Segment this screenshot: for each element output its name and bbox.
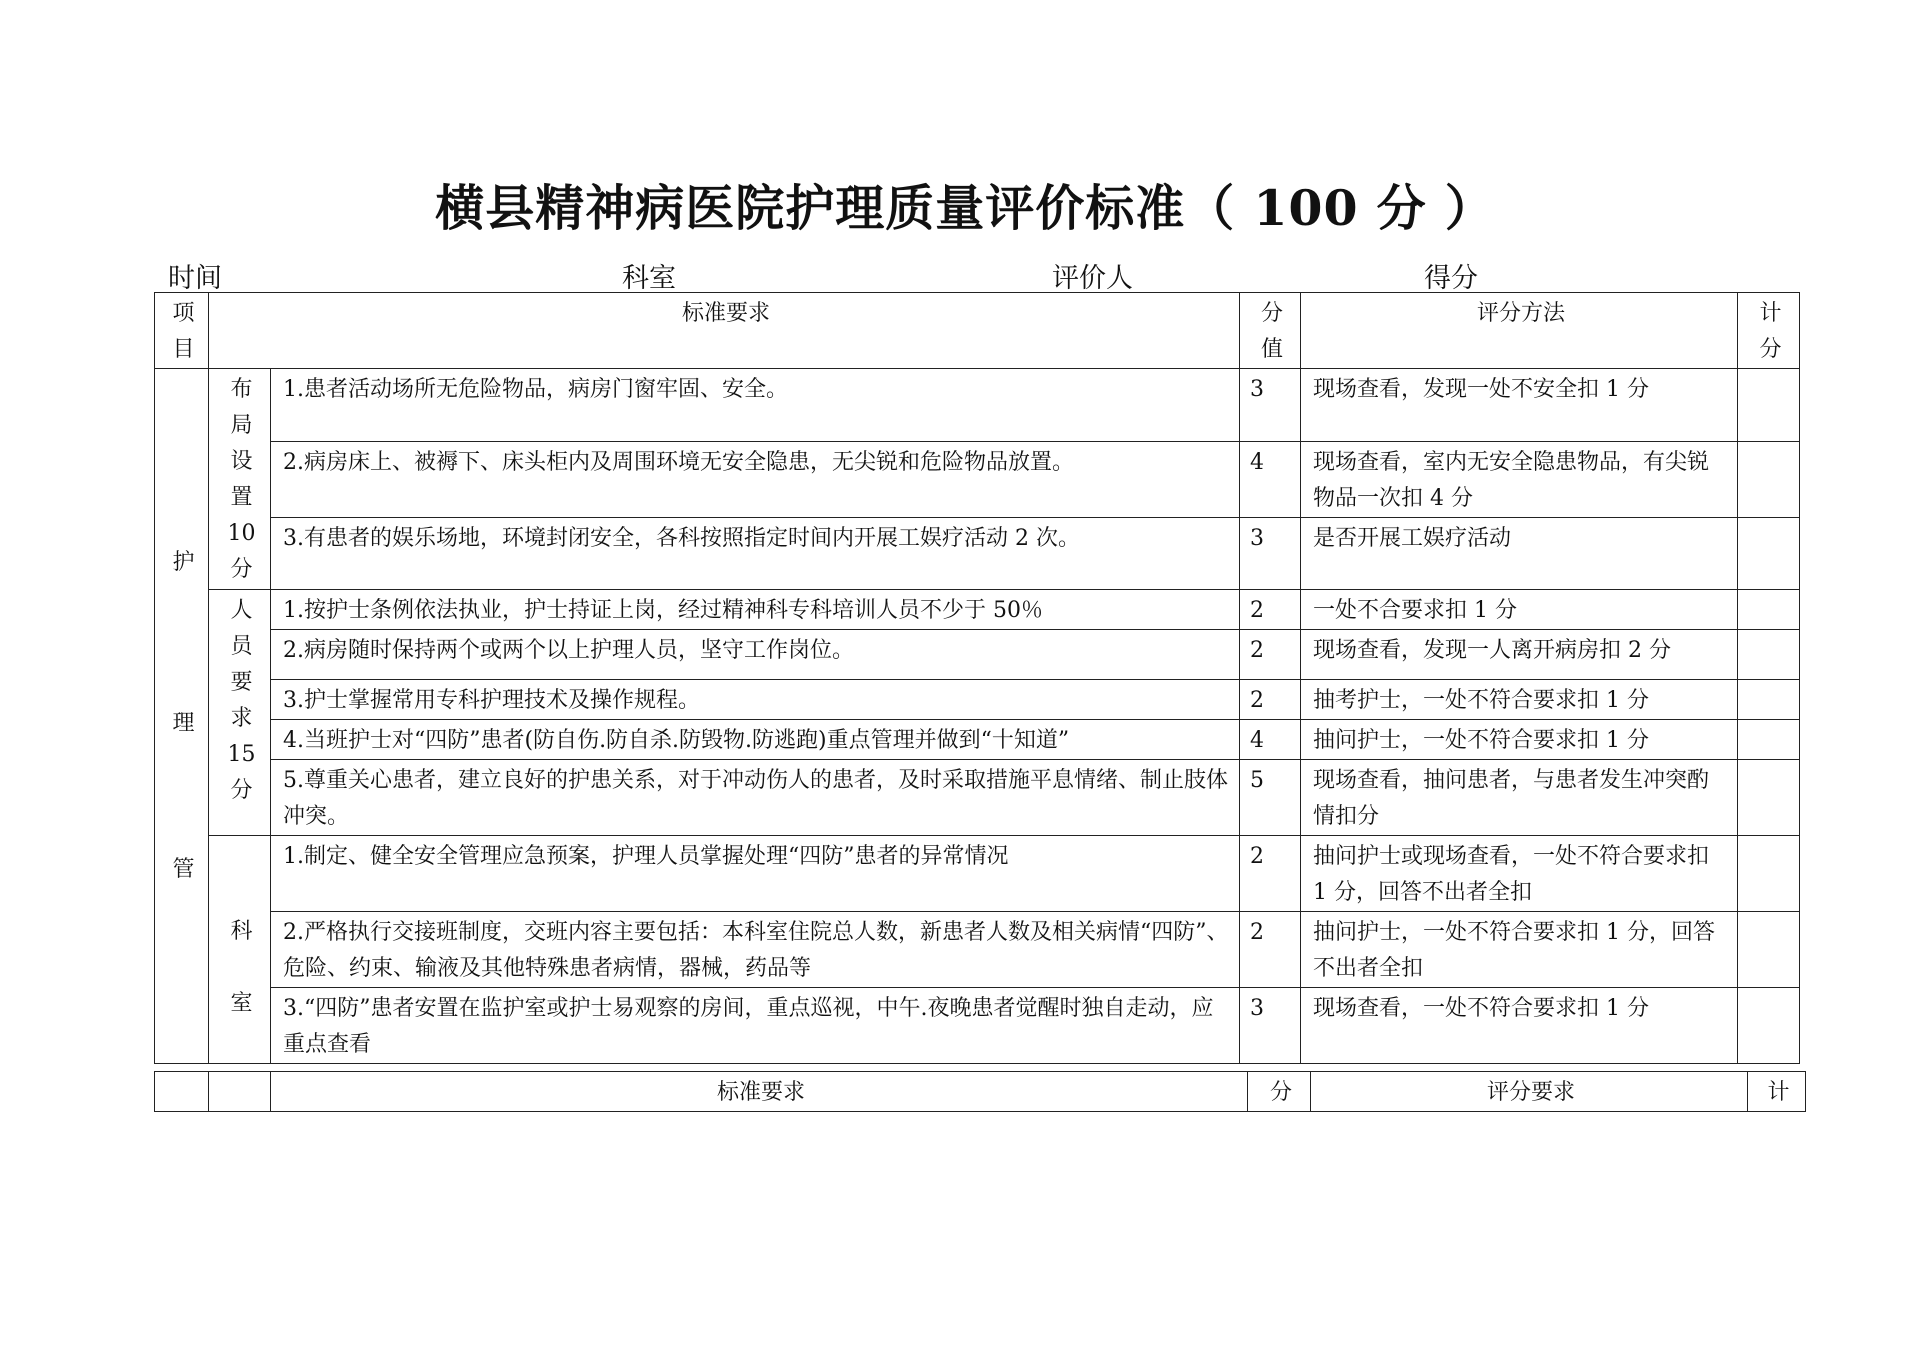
points-cell: 2 bbox=[1240, 836, 1301, 912]
points-cell: 5 bbox=[1240, 760, 1301, 836]
requirement-cell: 2.病房随时保持两个或两个以上护理人员，坚守工作岗位。 bbox=[271, 630, 1240, 680]
score-cell bbox=[1738, 630, 1800, 680]
group-name-cell: 科 室 bbox=[209, 836, 271, 1064]
method-cell: 抽问护士，一处不符合要求扣 1 分 bbox=[1301, 720, 1738, 760]
table-row bbox=[155, 590, 1800, 630]
requirement-cell: 1.患者活动场所无危险物品，病房门窗牢固、安全。 bbox=[271, 369, 1240, 442]
method-cell: 现场查看，发现一处不安全扣 1 分 bbox=[1301, 369, 1738, 442]
table-row bbox=[155, 680, 1800, 720]
method-cell: 现场查看，抽问患者，与患者发生冲突酌情扣分 bbox=[1301, 760, 1738, 836]
table-row bbox=[155, 760, 1800, 836]
header-points: 分 值 bbox=[1240, 293, 1301, 369]
score-cell bbox=[1738, 720, 1800, 760]
score-label: 得分 bbox=[1424, 263, 1478, 294]
method-cell: 抽考护士，一处不符合要求扣 1 分 bbox=[1301, 680, 1738, 720]
table-row bbox=[155, 720, 1800, 760]
header-item: 项 目 bbox=[155, 293, 209, 369]
continuation-standard: 标准要求 bbox=[271, 1072, 1248, 1112]
score-cell bbox=[1738, 518, 1800, 590]
group-name-cell: 人 员 要 求 15 分 bbox=[209, 590, 271, 836]
score-cell bbox=[1738, 369, 1800, 442]
requirement-cell: 5.尊重关心患者，建立良好的护患关系，对于冲动伤人的患者，及时采取措施平息情绪、制止肢体冲突。 bbox=[271, 760, 1240, 836]
continuation-table bbox=[154, 1071, 1806, 1112]
points-cell: 2 bbox=[1240, 912, 1301, 988]
score-cell bbox=[1738, 988, 1800, 1064]
requirement-cell: 4.当班护士对“四防”患者(防自伤.防自杀.防毁物.防逃跑)重点管理并做到“十知道” bbox=[271, 720, 1240, 760]
points-cell: 4 bbox=[1240, 442, 1301, 518]
table-row bbox=[155, 442, 1800, 518]
points-cell: 3 bbox=[1240, 369, 1301, 442]
category-cell bbox=[155, 369, 209, 1064]
continuation-empty-cell bbox=[209, 1072, 271, 1112]
page-title: 横县精神病医院护理质量评价标准（ 100 分 ） bbox=[435, 179, 1495, 237]
table-row bbox=[155, 518, 1800, 590]
header-standard: 标准要求 bbox=[209, 293, 1240, 369]
requirement-cell: 1.制定、健全安全管理应急预案，护理人员掌握处理“四防”患者的异常情况 bbox=[271, 836, 1240, 912]
method-cell: 现场查看，一处不符合要求扣 1 分 bbox=[1301, 988, 1738, 1064]
method-cell: 现场查看，发现一人离开病房扣 2 分 bbox=[1301, 630, 1738, 680]
points-cell: 2 bbox=[1240, 680, 1301, 720]
evaluation-table bbox=[154, 292, 1800, 1064]
table-row bbox=[155, 912, 1800, 988]
category-char: 管 bbox=[172, 857, 195, 882]
table-row bbox=[155, 988, 1800, 1064]
score-cell bbox=[1738, 442, 1800, 518]
category-char: 理 bbox=[172, 711, 195, 736]
time-label: 时间 bbox=[168, 263, 222, 294]
header-method: 评分方法 bbox=[1301, 293, 1738, 369]
score-cell bbox=[1738, 590, 1800, 630]
table-row bbox=[155, 836, 1800, 912]
continuation-points: 分 bbox=[1248, 1072, 1311, 1112]
requirement-cell: 1.按护士条例依法执业，护士持证上岗，经过精神科专科培训人员不少于 50％ bbox=[271, 590, 1240, 630]
score-cell bbox=[1738, 680, 1800, 720]
points-cell: 2 bbox=[1240, 590, 1301, 630]
points-cell: 3 bbox=[1240, 518, 1301, 590]
requirement-cell: 3.“四防”患者安置在监护室或护士易观察的房间，重点巡视，中午.夜晚患者觉醒时独自走动，应重点查看 bbox=[271, 988, 1240, 1064]
continuation-header-row bbox=[155, 1072, 1806, 1112]
department-label: 科室 bbox=[622, 263, 676, 294]
method-cell: 抽问护士或现场查看，一处不符合要求扣 1 分，回答不出者全扣 bbox=[1301, 836, 1738, 912]
points-cell: 2 bbox=[1240, 630, 1301, 680]
score-cell bbox=[1738, 912, 1800, 988]
requirement-cell: 2.病房床上、被褥下、床头柜内及周围环境无安全隐患，无尖锐和危险物品放置。 bbox=[271, 442, 1240, 518]
table-header-row bbox=[155, 293, 1800, 369]
header-total: 计 分 bbox=[1738, 293, 1800, 369]
method-cell: 现场查看，室内无安全隐患物品，有尖锐物品一次扣 4 分 bbox=[1301, 442, 1738, 518]
evaluator-label: 评价人 bbox=[1052, 263, 1133, 294]
continuation-total: 计 bbox=[1748, 1072, 1806, 1112]
method-cell: 一处不合要求扣 1 分 bbox=[1301, 590, 1738, 630]
table-row bbox=[155, 369, 1800, 442]
points-cell: 3 bbox=[1240, 988, 1301, 1064]
points-cell: 4 bbox=[1240, 720, 1301, 760]
method-cell: 抽问护士，一处不符合要求扣 1 分，回答不出者全扣 bbox=[1301, 912, 1738, 988]
requirement-cell: 2.严格执行交接班制度，交班内容主要包括：本科室住院总人数，新患者人数及相关病情“四防”、危险、约束、输液及其他特殊患者病情，器械，药品等 bbox=[271, 912, 1240, 988]
continuation-method: 评分要求 bbox=[1311, 1072, 1748, 1112]
category-char: 护 bbox=[172, 550, 195, 575]
score-cell bbox=[1738, 760, 1800, 836]
table-row bbox=[155, 630, 1800, 680]
group-name-cell: 布 局 设 置 10 分 bbox=[209, 369, 271, 590]
requirement-cell: 3.有患者的娱乐场地，环境封闭安全，各科按照指定时间内开展工娱疗活动 2 次。 bbox=[271, 518, 1240, 590]
method-cell: 是否开展工娱疗活动 bbox=[1301, 518, 1738, 590]
requirement-cell: 3.护士掌握常用专科护理技术及操作规程。 bbox=[271, 680, 1240, 720]
score-cell bbox=[1738, 836, 1800, 912]
continuation-empty-cell bbox=[155, 1072, 209, 1112]
